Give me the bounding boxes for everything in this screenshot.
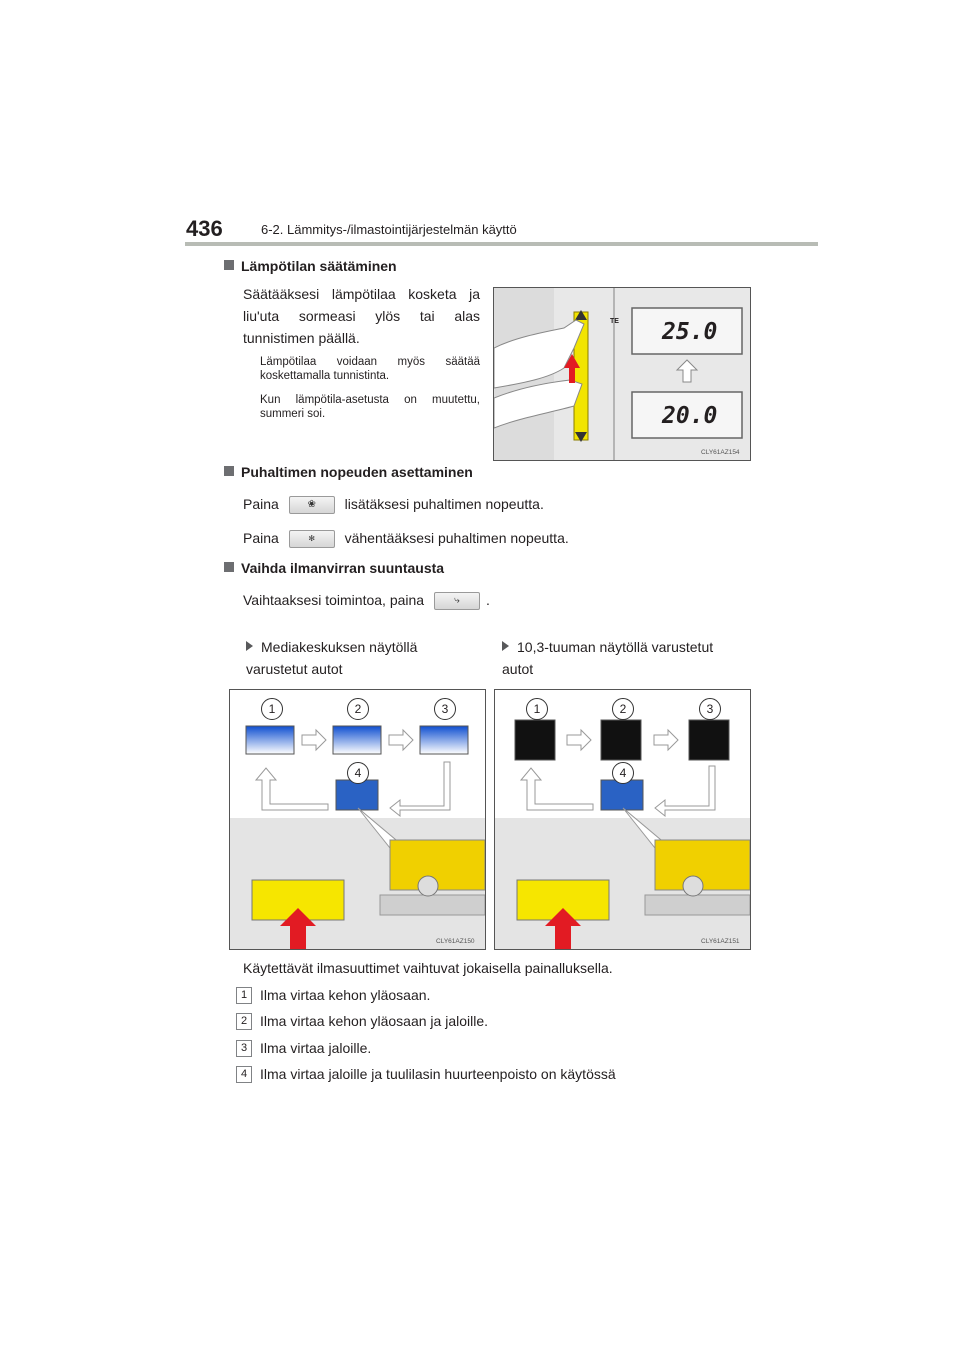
chapter-title: 6-2. Lämmitys-/ilmastointijärjestelmän käyttö <box>261 222 517 237</box>
temperature-figure-drawing <box>494 288 750 460</box>
temperature-paragraph: Säätääksesi lämpötilaa kosketa ja liu'uta sormeasi ylös tai alas tunnistimen päällä. <box>243 286 480 346</box>
fan-decrease-line: Paina ✻ vähentääksesi puhaltimen nopeutta. <box>243 530 569 548</box>
fan-small-icon: ✻ <box>308 534 316 544</box>
number-box-2: 2 <box>236 1013 252 1030</box>
square-bullet-icon <box>224 562 234 572</box>
list-item-text: Ilma virtaa kehon yläosaan ja jaloille. <box>260 1013 489 1029</box>
list-item-text: Ilma virtaa kehon yläosaan. <box>260 987 431 1003</box>
upper-temperature-readout: 25.0 <box>662 319 718 345</box>
step-1-marker: 1 <box>261 698 283 720</box>
square-bullet-icon <box>224 260 234 270</box>
airflow-figure-left <box>229 689 486 950</box>
list-item-text: Ilma virtaa jaloille. <box>260 1040 372 1056</box>
airflow-figure-right <box>494 689 751 950</box>
fan-increase-line: Paina ❀ lisätäksesi puhaltimen nopeutta. <box>243 496 544 514</box>
airflow-line: Vaihtaaksesi toimintoa, paina ⤷ . <box>243 592 490 610</box>
left-column-title: Mediakeskuksen näytöllä varustetut autot <box>246 639 418 677</box>
temperature-note-2: Kun lämpötila-asetusta on muutettu, summeri soi. <box>260 394 480 420</box>
step-4-marker: 4 <box>347 762 369 784</box>
fan-up-button <box>289 496 335 514</box>
figure-code: CLY61AZ151 <box>701 938 740 945</box>
step-3-marker: 3 <box>699 698 721 720</box>
number-box-1: 1 <box>236 987 252 1004</box>
airflow-figure-left-drawing <box>230 690 485 949</box>
airflow-mode-button <box>434 592 480 610</box>
figure-code: CLY61AZ154 <box>701 449 740 456</box>
lower-temperature-readout: 20.0 <box>662 403 718 429</box>
section-heading-temperature: Lämpötilan säätäminen <box>224 258 397 274</box>
list-item-text: Ilma virtaa jaloille ja tuulilasin huurteenpoisto on käytössä <box>260 1066 616 1082</box>
step-2-marker: 2 <box>347 698 369 720</box>
section-heading-airflow: Vaihda ilmanvirran suuntausta <box>224 560 444 576</box>
header-divider <box>185 242 818 246</box>
number-box-3: 3 <box>236 1040 252 1057</box>
step-2-marker: 2 <box>612 698 634 720</box>
number-box-4: 4 <box>236 1066 252 1083</box>
step-1-marker: 1 <box>526 698 548 720</box>
figure-temp-label: TE <box>610 318 619 325</box>
temperature-note-1: Lämpötilaa voidaan myös säätää koskettamalla tunnistinta. <box>260 356 480 382</box>
triangle-bullet-icon <box>502 641 509 651</box>
airflow-mode-icon: ⤷ <box>454 595 460 607</box>
figure-code: CLY61AZ150 <box>436 938 475 945</box>
airflow-figure-right-drawing <box>495 690 750 949</box>
square-bullet-icon <box>224 466 234 476</box>
section-heading-fan: Puhaltimen nopeuden asettaminen <box>224 464 473 480</box>
step-3-marker: 3 <box>434 698 456 720</box>
airflow-intro-text: Käytettävät ilmasuuttimet vaihtuvat jokaisella painalluksella. <box>243 960 613 976</box>
fan-down-button <box>289 530 335 548</box>
triangle-bullet-icon <box>246 641 253 651</box>
step-4-marker: 4 <box>612 762 634 784</box>
page-number: 436 <box>186 216 223 241</box>
fan-large-icon: ❀ <box>307 499 316 511</box>
temperature-figure <box>493 287 751 461</box>
right-column-title: 10,3-tuuman näytöllä varustetut autot <box>502 639 714 677</box>
